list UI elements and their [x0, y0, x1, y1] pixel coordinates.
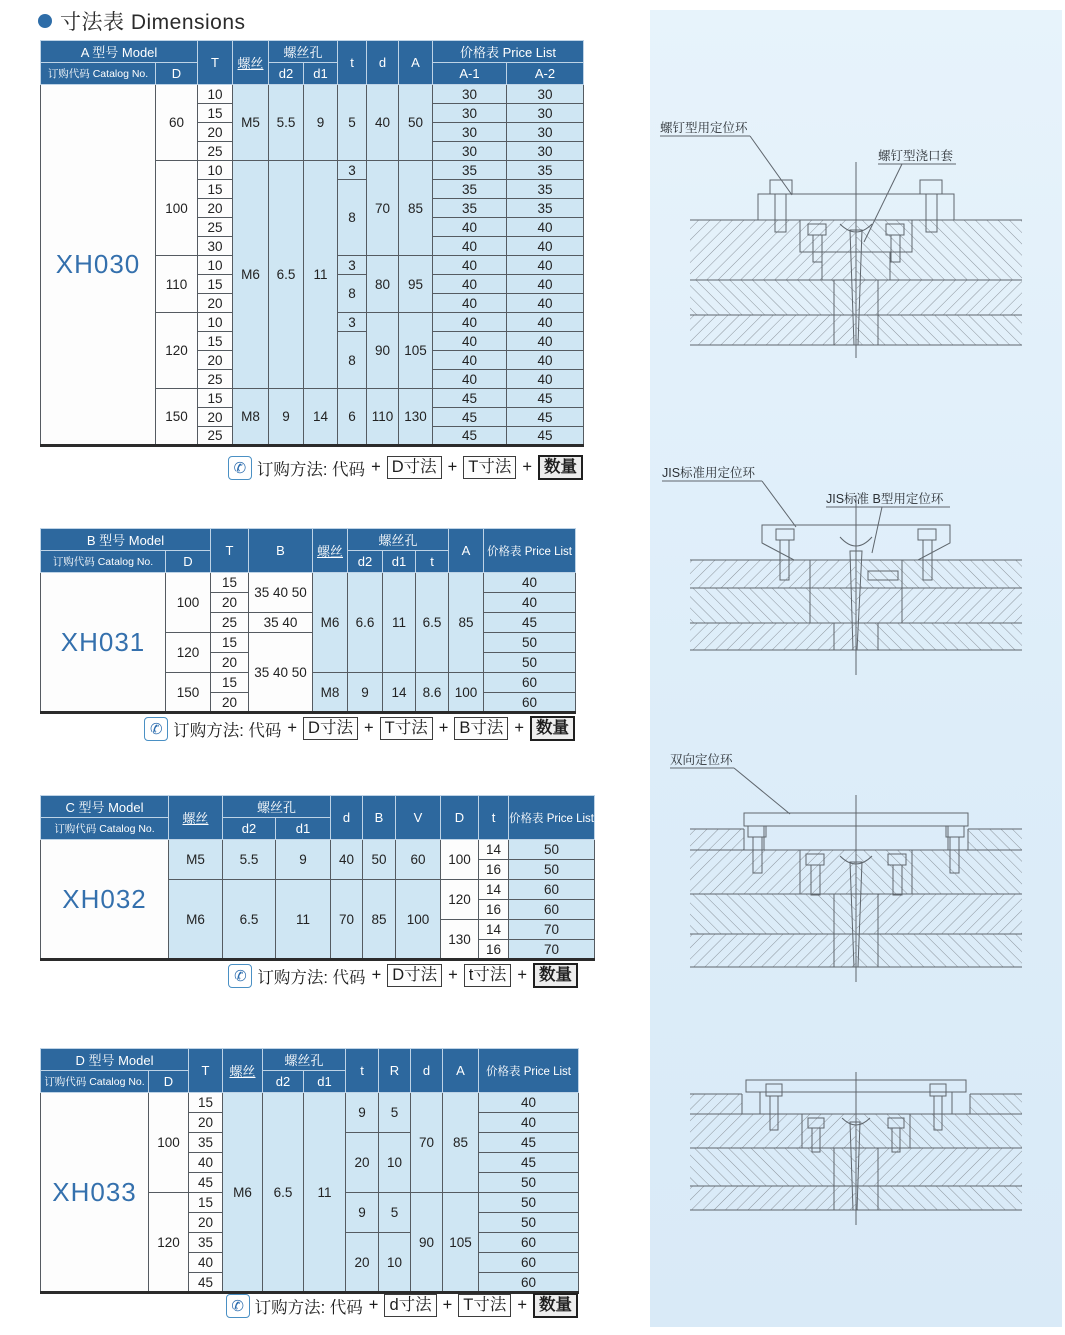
table-cell: 100 — [156, 161, 198, 256]
table-cell: 14 — [304, 389, 338, 446]
table-cell: 30 — [433, 85, 507, 104]
header-cell: D — [441, 796, 479, 840]
plus-sign: + — [438, 719, 449, 737]
table-cell: 40 — [507, 237, 584, 256]
table-cell: 40 — [479, 1093, 579, 1113]
header-cell: 螺丝孔 — [223, 796, 331, 818]
table-cell: 5 — [379, 1193, 411, 1233]
header-cell: d1 — [383, 551, 416, 573]
plus-sign: + — [448, 966, 458, 984]
header-cell: B 型号 Model — [41, 529, 211, 551]
table-cell: 16 — [479, 860, 509, 880]
table-cell: M8 — [233, 389, 269, 446]
table-cell: M6 — [223, 1093, 263, 1293]
header-cell: 螺丝 — [313, 529, 348, 573]
order-method-text: 订购方法: 代码 — [257, 968, 366, 987]
catalog-code: XH032 — [41, 840, 169, 960]
header-cell: A — [449, 529, 484, 573]
phone-icon: ✆ — [228, 964, 252, 988]
header-cell: T — [189, 1049, 223, 1093]
order-token: T寸法 — [458, 1294, 511, 1317]
table-cell: 120 — [156, 313, 198, 389]
table-cell: 8.6 — [416, 673, 449, 713]
table-cell: 9 — [304, 85, 338, 161]
table-cell: 100 — [149, 1093, 189, 1193]
table-cell: 16 — [479, 940, 509, 960]
table-cell: 11 — [276, 880, 331, 960]
header-cell: D — [166, 551, 211, 573]
header-cell: R — [379, 1049, 411, 1093]
table-cell: 30 — [433, 142, 507, 161]
table-cell: 35 — [433, 180, 507, 199]
header-cell: 螺丝孔 — [348, 529, 449, 551]
dimension-table-xh030 — [40, 40, 584, 447]
header-cell: 价格表 Price List — [479, 1049, 579, 1093]
table-cell: 40 — [189, 1253, 223, 1273]
header-cell: d1 — [304, 1071, 346, 1093]
table-cell: 40 — [367, 85, 399, 161]
order-token: D寸法 — [387, 964, 442, 987]
table-cell: 45 — [507, 427, 584, 446]
header-cell: 价格表 Price List — [484, 529, 576, 573]
header-cell: A — [443, 1049, 479, 1093]
table-cell: 15 — [189, 1093, 223, 1113]
diagram-two-way — [650, 750, 1062, 990]
diagram-label: 螺钉型浇口套 — [878, 149, 954, 163]
table-cell: 16 — [479, 900, 509, 920]
table-cell: 20 — [211, 693, 249, 713]
table-cell: 15 — [198, 275, 233, 294]
order-token: 数量 — [530, 716, 575, 741]
table-cell: 8 — [338, 332, 367, 389]
header-cell: A-2 — [507, 63, 584, 85]
page-title — [38, 6, 246, 36]
table-cell: 30 — [507, 85, 584, 104]
table-cell: 30 — [507, 104, 584, 123]
table-cell: 50 — [479, 1173, 579, 1193]
table-cell: 120 — [441, 880, 479, 920]
diagram-panel — [650, 10, 1062, 1327]
order-token: t寸法 — [464, 964, 512, 987]
table-cell: 3 — [338, 161, 367, 180]
header-cell: 价格表 Price List — [433, 41, 584, 63]
table-cell: 5.5 — [223, 840, 276, 880]
table-cell: M6 — [313, 573, 348, 673]
page-title-text: 寸法表 Dimensions — [60, 11, 246, 34]
plus-sign: + — [514, 719, 524, 737]
table-cell: 85 — [449, 573, 484, 673]
table-cell: 50 — [479, 1193, 579, 1213]
table-cell: M6 — [169, 880, 223, 960]
table-cell: 11 — [304, 1093, 346, 1293]
table-cell: 85 — [443, 1093, 479, 1193]
plus-sign: + — [371, 966, 382, 984]
order-method-text: 订购方法: 代码 — [254, 1298, 363, 1317]
table-cell: 6 — [338, 389, 367, 446]
table-cell: 40 — [484, 593, 576, 613]
table-cell: 40 — [433, 294, 507, 313]
plus-sign: + — [447, 458, 458, 476]
table-cell: 50 — [479, 1213, 579, 1233]
order-token: T寸法 — [463, 456, 516, 479]
table-cell: 15 — [211, 673, 249, 693]
header-cell: D — [149, 1071, 189, 1093]
table-cell: 110 — [367, 389, 399, 446]
table-cell: 50 — [484, 653, 576, 673]
table-cell: 15 — [211, 573, 249, 593]
table-cell: 70 — [331, 880, 363, 960]
table-cell: 120 — [149, 1193, 189, 1293]
table-cell: 40 — [507, 256, 584, 275]
header-cell: 螺丝孔 — [263, 1049, 346, 1071]
catalog-code: XH033 — [41, 1093, 149, 1293]
header-cell: d2 — [263, 1071, 304, 1093]
plus-sign: + — [522, 458, 532, 476]
table-cell: 11 — [383, 573, 416, 673]
table-cell: 100 — [441, 840, 479, 880]
plus-sign: + — [287, 719, 298, 737]
table-cell: 60 — [484, 673, 576, 693]
table-cell: 45 — [189, 1173, 223, 1193]
order-method-text: 订购方法: 代码 — [173, 721, 282, 740]
header-cell: A 型号 Model — [41, 41, 198, 63]
table-cell: 10 — [198, 161, 233, 180]
table-cell: 130 — [399, 389, 433, 446]
table-cell: 40 — [507, 351, 584, 370]
header-cell: 订购代码 Catalog No. — [41, 63, 156, 85]
table-cell: 40 — [507, 313, 584, 332]
plus-sign: + — [363, 719, 374, 737]
table-cell: 60 — [479, 1273, 579, 1293]
header-cell: 订购代码 Catalog No. — [41, 551, 166, 573]
table-cell: 10 — [379, 1233, 411, 1293]
table-cell: 120 — [166, 633, 211, 673]
table-cell: 15 — [189, 1193, 223, 1213]
table-cell: 45 — [484, 613, 576, 633]
header-cell: 订购代码 Catalog No. — [41, 818, 169, 840]
order-method-line — [40, 1293, 578, 1318]
table-cell: 40 — [507, 275, 584, 294]
table-cell: 60 — [479, 1253, 579, 1273]
table-cell: 80 — [367, 256, 399, 313]
dimension-table-xh033 — [40, 1048, 579, 1294]
table-cell: 35 — [507, 199, 584, 218]
table-cell: 30 — [507, 123, 584, 142]
table-cell: 9 — [346, 1093, 379, 1133]
table-cell: 40 — [433, 332, 507, 351]
header-cell: D 型号 Model — [41, 1049, 189, 1071]
header-cell: A — [399, 41, 433, 85]
table-cell: 90 — [367, 313, 399, 389]
table-cell: 20 — [198, 351, 233, 370]
table-cell: 5 — [338, 85, 367, 161]
header-cell: t — [338, 41, 367, 85]
table-cell: 35 — [433, 199, 507, 218]
table-cell: 100 — [166, 573, 211, 633]
table-cell: 60 — [396, 840, 441, 880]
table-cell: 30 — [433, 104, 507, 123]
table-cell: 20 — [198, 408, 233, 427]
table-cell: 50 — [484, 633, 576, 653]
header-cell: t — [346, 1049, 379, 1093]
table-cell: 130 — [441, 920, 479, 960]
table-cell: 45 — [433, 389, 507, 408]
order-token: B寸法 — [454, 717, 508, 740]
table-cell: 35 40 — [249, 613, 313, 633]
table-cell: 70 — [509, 940, 595, 960]
table-cell: 60 — [509, 900, 595, 920]
table-cell: 10 — [198, 85, 233, 104]
header-cell: d2 — [223, 818, 276, 840]
order-token: D寸法 — [303, 717, 358, 740]
order-method-line — [40, 455, 583, 480]
table-cell: 45 — [433, 408, 507, 427]
table-cell: 9 — [348, 673, 383, 713]
table-cell: M5 — [233, 85, 269, 161]
table-cell: 25 — [198, 218, 233, 237]
header-cell: B — [249, 529, 313, 573]
header-cell: t — [479, 796, 509, 840]
header-cell: d1 — [304, 63, 338, 85]
table-cell: 3 — [338, 313, 367, 332]
table-cell: 9 — [276, 840, 331, 880]
table-cell: 20 — [198, 199, 233, 218]
table-cell: 40 — [433, 351, 507, 370]
table-cell: 60 — [156, 85, 198, 161]
table-cell: 15 — [198, 332, 233, 351]
table-cell: 14 — [479, 840, 509, 860]
table-cell: 35 — [189, 1133, 223, 1153]
table-cell: 40 — [507, 294, 584, 313]
table-cell: 45 — [507, 389, 584, 408]
header-cell: d — [411, 1049, 443, 1093]
table-cell: 45 — [189, 1273, 223, 1293]
plus-sign: + — [371, 458, 381, 476]
table-cell: 6.6 — [348, 573, 383, 673]
table-cell: 45 — [433, 427, 507, 446]
table-cell: 20 — [211, 593, 249, 613]
table-cell: 85 — [399, 161, 433, 256]
table-cell: 35 — [433, 161, 507, 180]
header-cell: 螺丝 — [169, 796, 223, 840]
catalog-code: XH030 — [41, 85, 156, 446]
header-cell: T — [211, 529, 249, 573]
order-token: T寸法 — [380, 717, 433, 740]
header-cell: 螺丝孔 — [269, 41, 338, 63]
header-cell: 螺丝 — [223, 1049, 263, 1093]
table-cell: 35 40 50 — [249, 573, 313, 613]
plus-sign: + — [442, 1296, 453, 1314]
table-cell: 40 — [507, 218, 584, 237]
table-cell: 30 — [198, 237, 233, 256]
table-cell: 40 — [433, 370, 507, 389]
header-cell: B — [363, 796, 396, 840]
table-cell: 10 — [198, 256, 233, 275]
header-cell: d1 — [276, 818, 331, 840]
order-token: D寸法 — [387, 456, 442, 479]
table-cell: 50 — [509, 860, 595, 880]
order-token: 数量 — [533, 963, 578, 988]
phone-icon: ✆ — [228, 456, 252, 480]
order-method-text: 订购方法: 代码 — [256, 460, 366, 479]
table-cell: 40 — [189, 1153, 223, 1173]
header-cell: C 型号 Model — [41, 796, 169, 818]
table-cell: 70 — [411, 1093, 443, 1193]
diagram-label: JIS标准用定位环 — [662, 466, 756, 480]
table-cell: 35 — [507, 180, 584, 199]
table-cell: 45 — [479, 1133, 579, 1153]
table-cell: 85 — [363, 880, 396, 960]
table-cell: 14 — [479, 880, 509, 900]
order-token: d寸法 — [384, 1294, 436, 1317]
table-cell: 6.5 — [263, 1093, 304, 1293]
table-cell: 35 — [189, 1233, 223, 1253]
table-cell: 30 — [433, 123, 507, 142]
table-cell: 40 — [479, 1113, 579, 1133]
table-cell: 100 — [449, 673, 484, 713]
header-cell: 订购代码 Catalog No. — [41, 1071, 149, 1093]
table-cell: 25 — [198, 142, 233, 161]
table-cell: 30 — [507, 142, 584, 161]
header-cell: T — [198, 41, 233, 85]
header-cell: V — [396, 796, 441, 840]
table-cell: 20 — [211, 653, 249, 673]
table-cell: 45 — [479, 1153, 579, 1173]
table-cell: 60 — [509, 880, 595, 900]
table-cell: 40 — [507, 370, 584, 389]
diagram-label: JIS标准 B型用定位环 — [826, 492, 944, 506]
table-cell: 8 — [338, 180, 367, 256]
table-cell: 105 — [399, 313, 433, 389]
table-cell: 10 — [198, 313, 233, 332]
table-cell: 25 — [198, 370, 233, 389]
table-cell: 6.5 — [416, 573, 449, 673]
plus-sign: + — [368, 1296, 379, 1314]
table-cell: 70 — [367, 161, 399, 256]
catalog-code: XH031 — [41, 573, 166, 713]
header-cell: d2 — [269, 63, 304, 85]
table-cell: 150 — [166, 673, 211, 713]
table-cell: 20 — [189, 1113, 223, 1133]
table-cell: 40 — [433, 237, 507, 256]
table-cell: 50 — [509, 840, 595, 860]
table-cell: 150 — [156, 389, 198, 446]
header-cell: 价格表 Price List — [509, 796, 595, 840]
table-cell: 20 — [189, 1213, 223, 1233]
table-cell: 90 — [411, 1193, 443, 1293]
header-cell: 螺丝 — [233, 41, 269, 85]
table-cell: 40 — [433, 313, 507, 332]
order-method-line — [40, 716, 575, 741]
table-cell: 9 — [269, 389, 304, 446]
table-cell: 14 — [383, 673, 416, 713]
table-cell: 5.5 — [269, 85, 304, 161]
dimension-table-xh032 — [40, 795, 595, 961]
diagram-label: 螺钉型用定位环 — [660, 121, 748, 135]
table-cell: 3 — [338, 256, 367, 275]
table-cell: 40 — [433, 256, 507, 275]
table-cell: 25 — [198, 427, 233, 446]
table-cell: 25 — [211, 613, 249, 633]
dimension-table-xh031 — [40, 528, 576, 714]
header-cell: d — [367, 41, 399, 85]
table-cell: 8 — [338, 275, 367, 313]
table-cell: 6.5 — [223, 880, 276, 960]
table-cell: 11 — [304, 161, 338, 389]
table-cell: 35 40 50 — [249, 633, 313, 713]
header-cell: d2 — [348, 551, 383, 573]
table-cell: 5 — [379, 1093, 411, 1133]
table-cell: 60 — [479, 1233, 579, 1253]
table-cell: 20 — [198, 123, 233, 142]
plus-sign: + — [517, 1296, 527, 1314]
header-cell: t — [416, 551, 449, 573]
order-token: 数量 — [533, 1293, 578, 1318]
table-cell: 100 — [396, 880, 441, 960]
header-cell: A-1 — [433, 63, 507, 85]
table-cell: 20 — [346, 1233, 379, 1293]
table-cell: 40 — [484, 573, 576, 593]
diagram-flush-type — [650, 1070, 1062, 1230]
table-cell: 20 — [346, 1133, 379, 1193]
table-cell: 40 — [507, 332, 584, 351]
table-cell: 35 — [507, 161, 584, 180]
phone-icon: ✆ — [144, 717, 168, 741]
plus-sign: + — [517, 966, 527, 984]
table-cell: 14 — [479, 920, 509, 940]
table-cell: 15 — [211, 633, 249, 653]
table-cell: M6 — [233, 161, 269, 389]
header-cell: d — [331, 796, 363, 840]
table-cell: 105 — [443, 1193, 479, 1293]
table-cell: 15 — [198, 104, 233, 123]
bullet-icon — [38, 14, 52, 28]
diagram-label: 双向定位环 — [670, 753, 733, 767]
table-cell: 95 — [399, 256, 433, 313]
order-token: 数量 — [538, 455, 583, 480]
order-method-line — [40, 963, 578, 988]
table-cell: 50 — [363, 840, 396, 880]
table-cell: 50 — [399, 85, 433, 161]
table-cell: 40 — [433, 275, 507, 294]
table-cell: 110 — [156, 256, 198, 313]
phone-icon: ✆ — [226, 1294, 250, 1318]
table-cell: 45 — [507, 408, 584, 427]
diagram-jis-type — [650, 455, 1062, 685]
table-cell: 20 — [198, 294, 233, 313]
table-cell: 10 — [379, 1133, 411, 1193]
table-cell: 6.5 — [269, 161, 304, 389]
header-cell: D — [156, 63, 198, 85]
table-cell: 15 — [198, 389, 233, 408]
table-cell: 15 — [198, 180, 233, 199]
diagram-screw-type — [650, 110, 1062, 370]
table-cell: 70 — [509, 920, 595, 940]
table-cell: M5 — [169, 840, 223, 880]
table-cell: M8 — [313, 673, 348, 713]
table-cell: 9 — [346, 1193, 379, 1233]
table-cell: 40 — [331, 840, 363, 880]
table-cell: 60 — [484, 693, 576, 713]
table-cell: 40 — [433, 218, 507, 237]
